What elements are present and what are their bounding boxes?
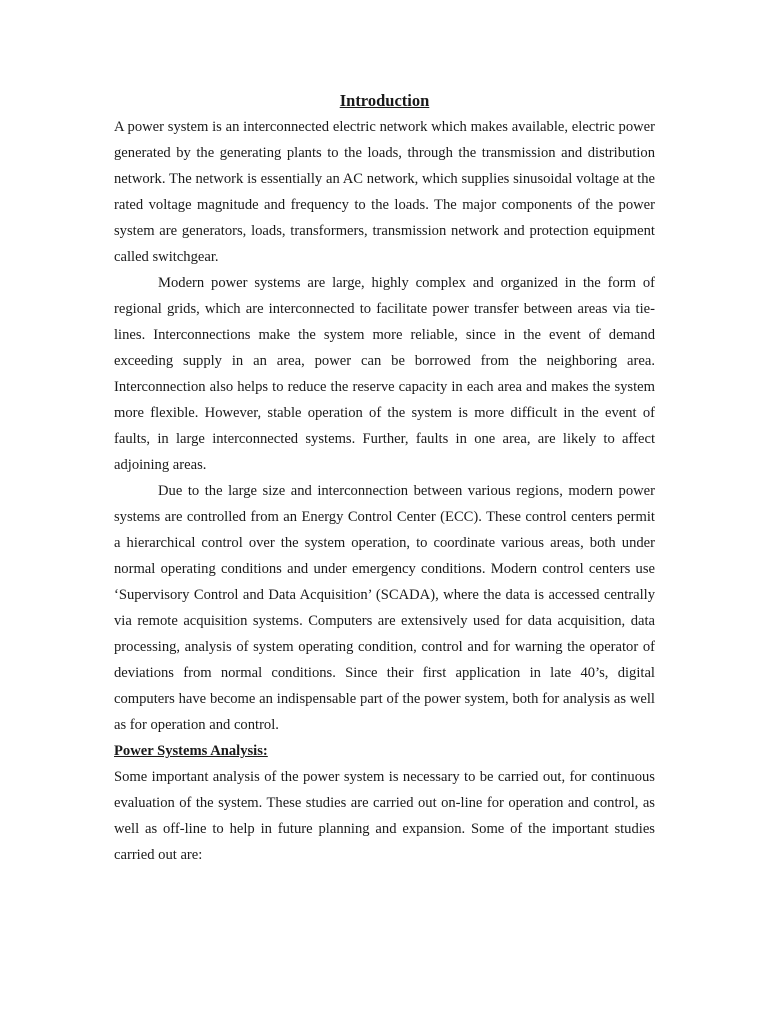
intro-paragraph-3: Due to the large size and interconnection between various regions, modern power systems are controlled from an Energy Control Center (ECC). These control centers permit a hierarchical control over the system operation, to coordinate various areas, both under normal operating conditions and under emergency conditions. Modern control centers use ‘Supervisory Control and Data Acquisition’ (SCADA), where the data is accessed centrally via remote acquisition systems. Computers are extensively used for data acquisition, data processing, analysis of system operating condition, control and for warning the operator of deviations from normal conditions. Since their first application in late 40’s, digital computers have become an indispensable part of the power system, both for analysis as well as for operation and control. [114, 483, 655, 733]
section-heading: Power Systems Analysis: [114, 743, 268, 759]
intro-paragraph-1: A power system is an interconnected electric network which makes available, electric power generated by the generating plants to the loads, through the transmission and distribution network. The network is essentially an AC network, which supplies sinusoidal voltage at the rated voltage magnitude and frequency to the loads. The major components of the power system are generators, loads, transformers, transmission network and protection equipment called switchgear. [114, 119, 655, 265]
section-paragraph: Some important analysis of the power system is necessary to be carried out, for continuous evaluation of the system. These studies are carried out on-line for operation and control, as well as off-line to help in future planning and expansion. Some of the important studies carried out are: [114, 769, 655, 863]
intro-paragraph-2: Modern power systems are large, highly complex and organized in the form of regional grids, which are interconnected to facilitate power transfer between areas via tie-lines. Interconnections make the system more reliable, since in the event of demand exceeding supply in an area, power can be borrowed from the neighboring area. Interconnection also helps to reduce the reserve capacity in each area and makes the system more flexible. However, stable operation of the system is more difficult in the event of faults, in large interconnected systems. Further, faults in one area, are likely to affect adjoining areas. [114, 275, 655, 473]
page-title: Introduction [339, 91, 430, 110]
document-body [114, 88, 655, 868]
